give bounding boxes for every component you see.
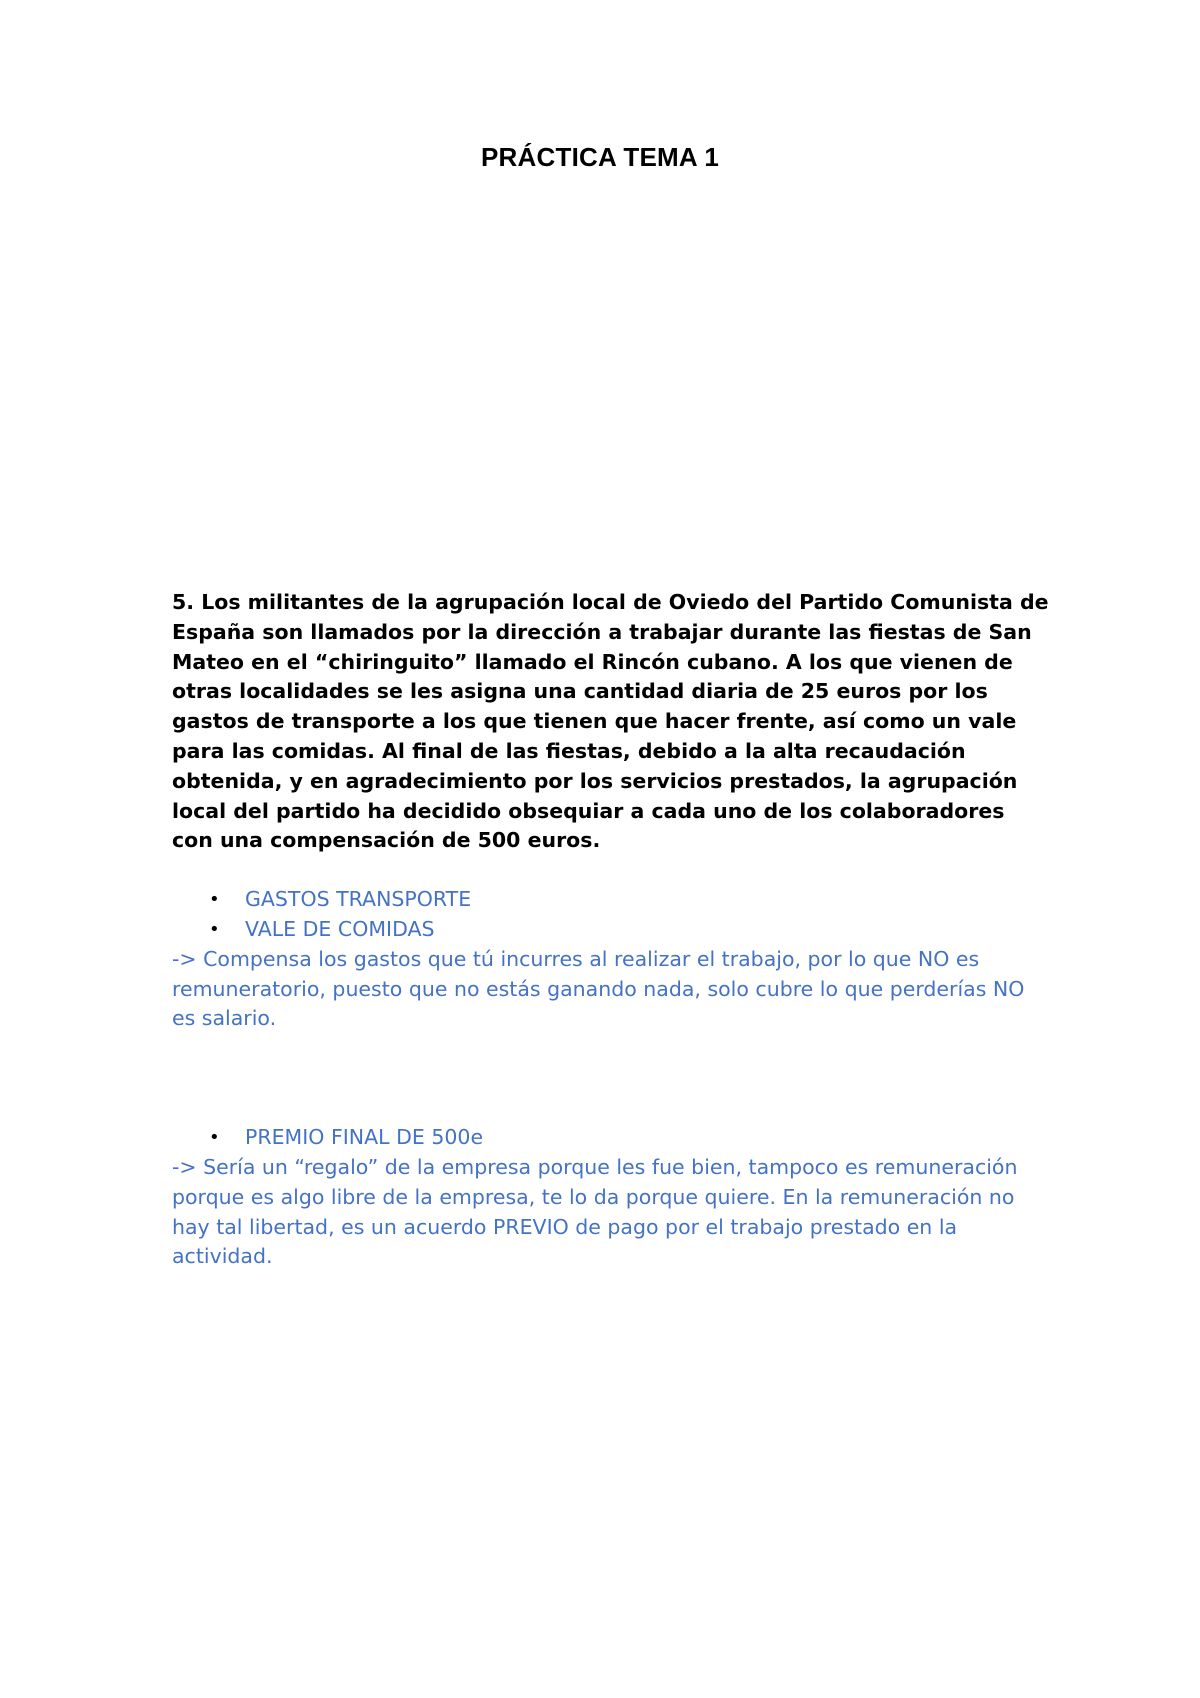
spacer — [172, 1034, 1052, 1123]
answer-1-explanation: -> Compensa los gastos que tú incurres al realizar el trabajo, por lo que NO es remuneratorio, puesto que no estás ganando nada, solo cubre lo que perderías NO es salario. — [172, 946, 1025, 1031]
list-item — [172, 885, 1052, 915]
bullet-icon: • — [209, 889, 220, 911]
document-content — [172, 588, 1052, 1272]
list-item-label: GASTOS TRANSPORTE — [245, 887, 472, 912]
list-item-label: PREMIO FINAL DE 500e — [245, 1125, 484, 1150]
list-item — [172, 915, 1052, 945]
bullet-icon: • — [209, 918, 220, 940]
question-paragraph: 5. Los militantes de la agrupación local de Oviedo del Partido Comunista de España son llamados por la dirección a trabajar durante las fiestas de San Mateo en el “chiringuito” llamado el Rincón cubano. A los que vienen de otras localidades se les asigna una cantidad diaria de 25 euros por los gastos de transporte a los que tienen que hacer frente, así como un vale para las comidas. Al final de las fiestas, debido a la alta recaudación obtenida, y en agradecimiento por los servicios prestados, la agrupación local del partido ha decidido obsequiar a cada uno de los colaboradores con una compensación de 500 euros. — [172, 590, 1049, 853]
bullet-icon: • — [209, 1127, 220, 1149]
document-title: PRÁCTICA TEMA 1 — [481, 142, 719, 172]
list-item — [172, 1123, 1052, 1153]
list-item-label: VALE DE COMIDAS — [245, 916, 435, 941]
answer-1-list — [172, 885, 1052, 945]
answer-2-explanation: -> Sería un “regalo” de la empresa porque les fue bien, tampoco es remuneración porque es algo libre de la empresa, te lo da porque quiere. En la remuneración no hay tal libertad, es un acuerdo PREVIO de pago por el trabajo prestado en la actividad. — [172, 1154, 1018, 1269]
answer-2-list — [172, 1123, 1052, 1153]
